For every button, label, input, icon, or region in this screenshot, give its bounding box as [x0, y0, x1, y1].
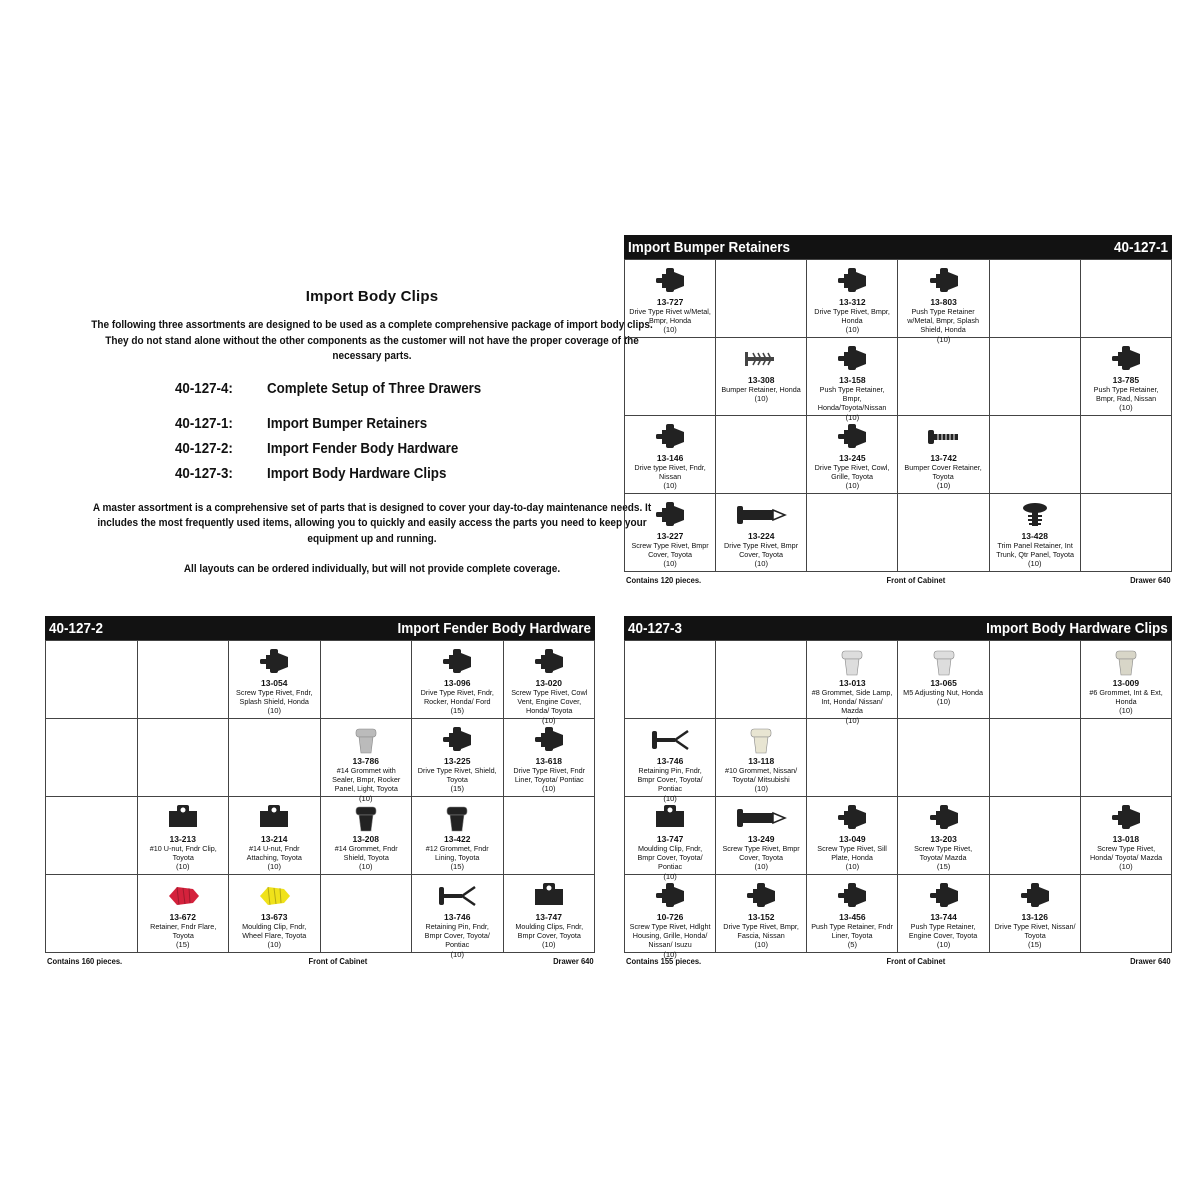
part-quantity: (10) [267, 862, 281, 872]
part-number: 10-726 [656, 912, 684, 922]
part-number: 13-673 [261, 912, 288, 922]
empty-cell [46, 641, 138, 719]
part-number: 13-308 [748, 375, 775, 385]
part-description: Screw Type Rivet, Cowl Vent, Engine Cover, Honda/ Toyota [510, 688, 587, 716]
empty-cell [990, 260, 1081, 338]
part-description: Screw Type Rivet, Hdlght Housing, Grille, Honda/ Nissan/ Isuzu [629, 922, 711, 950]
panel-code: 40-127-2 [49, 619, 104, 637]
intro-section [40, 288, 704, 578]
part-quantity: (10) [845, 325, 860, 335]
assortment-label: Import Bumper Retainers [267, 416, 428, 432]
part-description: Trim Panel Retainer, Int Trunk, Qtr Panel, Toyota [995, 541, 1074, 560]
part-description: Push Type Retainer, Bmpr, Rad, Nissan [1093, 385, 1159, 404]
part-number: 13-096 [444, 678, 471, 688]
part-quantity: (10) [267, 940, 281, 950]
push-rivet-icon [625, 494, 715, 530]
part-number: 13-224 [748, 531, 775, 541]
part-description: Screw Type Rivet, Bmpr Cover, Toyota [631, 541, 709, 560]
part-cell [138, 797, 230, 875]
part-quantity: (15) [450, 862, 464, 872]
part-description: Drive Type Rivet, Fndr, Rocker, Honda/ Ford [420, 688, 494, 707]
empty-cell [990, 338, 1081, 416]
part-quantity: (10) [663, 559, 677, 569]
part-number: 13-747 [656, 834, 684, 844]
part-number: 13-422 [444, 834, 471, 844]
part-description: Bumper Cover Retainer, Toyota [904, 463, 983, 482]
empty-cell [807, 719, 898, 797]
part-cell [625, 260, 716, 338]
part-quantity: (15) [450, 706, 464, 716]
intro-title: Import Body Clips [305, 288, 439, 305]
push-rivet-icon [898, 875, 988, 911]
piece-count: Contains 160 pieces. [46, 957, 123, 966]
part-quantity: (10) [845, 715, 860, 725]
part-quantity: (10) [1119, 403, 1133, 413]
grommet-icon [321, 719, 412, 755]
part-quantity: (10) [936, 697, 951, 707]
part-description: #14 U-nut, Fndr Attaching, Toyota [246, 844, 302, 863]
part-cell [229, 641, 321, 719]
tree-clip-icon [990, 494, 1080, 530]
part-quantity: (10) [541, 784, 556, 794]
part-description: Moulding Clip, Fndr, Wheel Flare, Toyota [242, 922, 307, 941]
code-row [175, 462, 662, 487]
part-number: 13-054 [261, 678, 288, 688]
push-rivet-icon [807, 260, 897, 296]
intro-paragraph-3: All layouts can be ordered individually, but will not provide complete coverage. [183, 563, 561, 575]
part-number: 13-126 [1021, 912, 1048, 922]
part-number: 13-786 [352, 756, 379, 766]
part-quantity: (10) [663, 481, 677, 491]
panel-title: Import Fender Body Hardware [397, 619, 591, 637]
empty-cell [1081, 719, 1172, 797]
part-description: Drive Type Rivet, Cowl, Grille, Toyota [814, 463, 890, 482]
part-quantity: (10) [541, 940, 556, 950]
part-cell [898, 416, 989, 494]
push-rivet-icon [990, 875, 1080, 911]
part-description: Screw Type Rivet, Bmpr Cover, Toyota [722, 844, 800, 863]
empty-cell [990, 416, 1081, 494]
part-description: Drive Type Rivet, Bmpr Cover, Toyota [724, 541, 799, 560]
part-number: 13-158 [839, 375, 866, 385]
push-rivet-icon [716, 875, 806, 911]
part-number: 13-742 [930, 453, 957, 463]
part-description: Screw Type Rivet, Honda/ Toyota/ Mazda [1089, 844, 1162, 863]
part-cell [990, 875, 1081, 953]
part-cell [990, 494, 1081, 572]
drawer-label: Drawer 640 [1130, 957, 1171, 966]
push-rivet-icon [504, 719, 595, 755]
grommet-icon [1081, 641, 1171, 677]
flare-clip-icon [229, 875, 320, 911]
part-description: Retaining Pin, Fndr, Bmpr Cover, Toyota/ Pontiac [424, 922, 490, 950]
panel-code: 40-127-1 [1113, 238, 1168, 256]
part-number: 13-018 [1112, 834, 1140, 844]
part-number: 13-746 [444, 912, 471, 922]
part-quantity: (10) [845, 862, 860, 872]
part-quantity: (10) [267, 706, 281, 716]
part-cell [716, 719, 807, 797]
empty-cell [229, 719, 321, 797]
part-number: 13-312 [839, 297, 866, 307]
part-quantity: (10) [936, 481, 951, 491]
part-description: M5 Adjusting Nut, Honda [903, 688, 984, 697]
part-cell [807, 797, 898, 875]
assortment-code: 40-127-4: [175, 381, 233, 397]
empty-cell [321, 641, 413, 719]
piece-count: Contains 120 pieces. [625, 576, 702, 585]
part-description: Drive Type Rivet, Bmpr, Honda [814, 307, 891, 326]
part-number: 13-245 [839, 453, 866, 463]
code-row [175, 437, 662, 462]
push-rivet-icon [1081, 797, 1171, 833]
empty-cell [46, 797, 138, 875]
retaining-pin-icon [412, 875, 503, 911]
part-cell [898, 875, 989, 953]
part-description: #6 Grommet, Int & Ext, Honda [1089, 688, 1163, 707]
drawer-panel-fender-body-hardware [45, 616, 595, 966]
assortment-label: Complete Setup of Three Drawers [267, 381, 482, 397]
part-description: Bumper Retainer, Honda [721, 385, 801, 394]
part-quantity: (10) [936, 334, 951, 344]
part-cell [138, 875, 230, 953]
empty-cell [1081, 416, 1172, 494]
empty-cell [1081, 875, 1172, 953]
empty-cell [898, 494, 989, 572]
part-number: 13-456 [839, 912, 866, 922]
part-cell [716, 494, 807, 572]
empty-cell [898, 338, 989, 416]
part-cell [504, 719, 596, 797]
assortment-code: 40-127-3: [175, 466, 233, 482]
part-quantity: (10) [754, 940, 768, 950]
empty-cell [1081, 494, 1172, 572]
push-rivet-icon [807, 416, 897, 452]
panel-header [45, 616, 595, 640]
drawer-panel-bumper-retainers [624, 235, 1172, 585]
fir-tree-icon [716, 338, 806, 374]
part-quantity: (10) [175, 862, 190, 872]
push-rivet-icon [625, 260, 715, 296]
parts-grid [624, 259, 1172, 572]
part-cell [412, 875, 504, 959]
part-number: 13-065 [930, 678, 957, 688]
empty-cell [990, 719, 1081, 797]
empty-cell [716, 416, 807, 494]
part-quantity: (10) [358, 793, 373, 803]
part-number: 13-013 [839, 678, 866, 688]
part-cell [807, 641, 898, 725]
part-description: #12 Grommet, Fndr Lining, Toyota [425, 844, 489, 863]
part-description: Push Type Retainer, Bmpr, Honda/Toyota/Nissan [818, 385, 887, 413]
part-cell [625, 494, 716, 572]
empty-cell [46, 875, 138, 953]
empty-cell [625, 338, 716, 416]
part-cell [412, 719, 504, 797]
panel-code: 40-127-3 [628, 619, 683, 637]
part-quantity: (10) [541, 715, 556, 725]
part-quantity: (10) [845, 412, 860, 422]
part-cell [1081, 641, 1172, 719]
empty-cell [807, 494, 898, 572]
part-description: #10 Grommet, Nissan/ Toyota/ Mitsubishi [725, 766, 798, 785]
part-cell [504, 641, 596, 725]
part-description: Moulding Clips, Fndr, Bmpr Cover, Toyota [514, 922, 583, 941]
part-cell [716, 338, 807, 416]
empty-cell [504, 797, 596, 875]
part-quantity: (15) [936, 862, 951, 872]
part-quantity: (10) [663, 949, 677, 959]
part-quantity: (10) [845, 481, 860, 491]
code-row [175, 377, 662, 402]
part-description: #14 Grommet with Sealer, Bmpr, Rocker Panel, Light, Toyota [331, 766, 400, 794]
empty-cell [716, 641, 807, 719]
part-quantity: (10) [663, 871, 677, 881]
part-quantity: (10) [1119, 706, 1133, 716]
part-description: Retaining Pin, Fndr, Bmpr Cover, Toyota/ Pontiac [637, 766, 703, 794]
panel-footer [624, 576, 1172, 585]
part-quantity: (10) [450, 949, 464, 959]
part-number: 13-803 [930, 297, 957, 307]
part-cell [898, 260, 989, 344]
part-description: Screw Type Rivet, Fndr, Splash Shield, Honda [236, 688, 313, 707]
part-number: 13-146 [656, 453, 684, 463]
part-quantity: (5) [847, 940, 858, 950]
assortment-label: Import Body Hardware Clips [267, 466, 447, 482]
u-nut-icon [504, 875, 595, 911]
part-cell [625, 875, 716, 959]
part-cell [625, 797, 716, 881]
part-number: 13-020 [535, 678, 562, 688]
part-number: 13-672 [169, 912, 196, 922]
part-cell [716, 797, 807, 875]
push-rivet-icon [898, 260, 988, 296]
push-rivet-icon [807, 875, 897, 911]
part-number: 13-227 [656, 531, 684, 541]
part-cell [229, 797, 321, 875]
part-number: 13-049 [839, 834, 866, 844]
part-number: 13-727 [656, 297, 684, 307]
part-description: #8 Grommet, Side Lamp, Int, Honda/ Nissan/ Mazda [812, 688, 893, 716]
part-cell [898, 797, 989, 875]
part-description: Moulding Clip, Fndr, Bmpr Cover, Toyota/ Pontiac [637, 844, 703, 872]
part-quantity: (10) [754, 559, 768, 569]
push-rivet-icon [807, 797, 897, 833]
part-cell [807, 260, 898, 338]
grommet-icon [807, 641, 897, 677]
part-description: Drive type Rivet, Fndr, Nissan [634, 463, 706, 482]
part-cell [716, 875, 807, 953]
empty-cell [1081, 260, 1172, 338]
part-quantity: (10) [936, 940, 951, 950]
part-cell [625, 719, 716, 803]
part-quantity: (15) [175, 940, 190, 950]
part-number: 13-009 [1112, 678, 1140, 688]
part-description: Drive Type Rivet, Bmpr, Fascia, Nissan [723, 922, 800, 941]
part-number: 13-118 [748, 756, 775, 766]
intro-paragraph-2: A master assortment is a comprehensive set of parts that is designed to cover your day-to-day maintenance needs. It includes the most frequently used items, allowing you to quickly and easily access the parts you need to keep your equipment up and running. [92, 501, 652, 545]
parts-grid [45, 640, 595, 959]
part-number: 13-208 [352, 834, 379, 844]
flare-clip-icon [138, 875, 229, 911]
code-row [175, 412, 662, 437]
retaining-pin-icon [625, 719, 715, 755]
part-description: #10 U-nut, Fndr Clip, Toyota [149, 844, 217, 863]
push-rivet-icon [412, 641, 503, 677]
panel-header [624, 616, 1172, 640]
push-rivet-icon [229, 641, 320, 677]
part-quantity: (15) [1027, 940, 1042, 950]
drawer-label: Drawer 640 [553, 957, 594, 966]
part-description: #14 Grommet, Fndr Shield, Toyota [334, 844, 398, 863]
part-description: Drive Type Rivet, Nissan/ Toyota [994, 922, 1076, 941]
part-description: Retainer, Fndr Flare, Toyota [149, 922, 216, 941]
long-pin-icon [716, 797, 806, 833]
screw-icon [898, 416, 988, 452]
push-rivet-icon [504, 641, 595, 677]
part-cell [807, 338, 898, 422]
part-cell [412, 641, 504, 719]
part-quantity: (10) [754, 862, 768, 872]
part-quantity: (10) [358, 862, 373, 872]
empty-cell [321, 875, 413, 953]
cabinet-front-label: Front of Cabinet [886, 957, 946, 966]
part-quantity: (10) [663, 793, 677, 803]
empty-cell [716, 260, 807, 338]
grommet-icon [716, 719, 806, 755]
piece-count: Contains 155 pieces. [625, 957, 702, 966]
part-description: Drive Type Rivet, Fndr Liner, Toyota/ Pontiac [512, 766, 585, 785]
parts-grid [624, 640, 1172, 959]
part-description: Drive Type Rivet, Shield, Toyota [417, 766, 497, 785]
assortment-code: 40-127-1: [175, 416, 233, 432]
cabinet-front-label: Front of Cabinet [308, 957, 368, 966]
part-description: Push Type Retainer, Fndr Liner, Toyota [811, 922, 894, 941]
panel-title: Import Body Hardware Clips [986, 619, 1168, 637]
grommet-icon [412, 797, 503, 833]
part-description: Screw Type Rivet, Sill Plate, Honda [817, 844, 888, 863]
push-rivet-icon [625, 416, 715, 452]
part-quantity: (10) [754, 394, 768, 404]
part-cell [807, 416, 898, 494]
part-quantity: (10) [1027, 559, 1042, 569]
part-description: Push Type Retainer w/Metal, Bmpr, Splash Shield, Honda [907, 307, 980, 335]
push-rivet-icon [1081, 338, 1171, 374]
part-number: 13-214 [261, 834, 288, 844]
part-cell [1081, 797, 1172, 875]
part-number: 13-747 [535, 912, 562, 922]
part-quantity: (10) [663, 325, 677, 335]
part-cell [898, 641, 989, 719]
empty-cell [46, 719, 138, 797]
part-cell [321, 797, 413, 875]
part-number: 13-785 [1112, 375, 1140, 385]
push-rivet-icon [625, 875, 715, 911]
assortment-code: 40-127-2: [175, 441, 233, 457]
panel-header [624, 235, 1172, 259]
intro-paragraph-1: The following three assortments are designed to be used as a complete comprehensive package of import body clips. They do not stand alone without the other components as the customer will not have the proper coverage of the necessary parts. [91, 319, 653, 362]
u-nut-icon [229, 797, 320, 833]
assortment-label: Import Fender Body Hardware [267, 441, 459, 457]
part-number: 13-152 [748, 912, 775, 922]
push-rivet-icon [412, 719, 503, 755]
part-quantity: (15) [450, 784, 464, 794]
empty-cell [990, 797, 1081, 875]
empty-cell [138, 719, 230, 797]
part-cell [807, 875, 898, 953]
empty-cell [898, 719, 989, 797]
part-number: 13-249 [748, 834, 775, 844]
panel-title: Import Bumper Retainers [628, 238, 791, 256]
part-cell [229, 875, 321, 953]
part-number: 13-746 [656, 756, 684, 766]
part-number: 13-618 [535, 756, 562, 766]
grommet-icon [321, 797, 412, 833]
part-cell [1081, 338, 1172, 416]
part-number: 13-203 [930, 834, 957, 844]
part-cell [412, 797, 504, 875]
part-description: Push Type Retainer, Engine Cover, Toyota [909, 922, 978, 941]
push-rivet-icon [898, 797, 988, 833]
long-pin-icon [716, 494, 806, 530]
empty-cell [990, 641, 1081, 719]
empty-cell [625, 641, 716, 719]
push-rivet-icon [807, 338, 897, 374]
part-quantity: (10) [1119, 862, 1133, 872]
part-number: 13-225 [444, 756, 471, 766]
empty-cell [138, 641, 230, 719]
panel-footer [45, 957, 595, 966]
u-nut-icon [138, 797, 229, 833]
part-description: Screw Type Rivet, Toyota/ Mazda [914, 844, 973, 863]
part-quantity: (10) [754, 784, 768, 794]
part-cell [321, 719, 413, 803]
part-number: 13-744 [930, 912, 957, 922]
part-cell [625, 416, 716, 494]
drawer-panel-body-hardware-clips [624, 616, 1172, 966]
part-number: 13-428 [1021, 531, 1048, 541]
u-nut-icon [625, 797, 715, 833]
part-cell [504, 875, 596, 953]
drawer-label: Drawer 640 [1130, 576, 1171, 585]
part-description: Drive Type Rivet w/Metal, Bmpr, Honda [629, 307, 711, 326]
part-number: 13-213 [169, 834, 196, 844]
grommet-icon [898, 641, 988, 677]
cabinet-front-label: Front of Cabinet [886, 576, 946, 585]
